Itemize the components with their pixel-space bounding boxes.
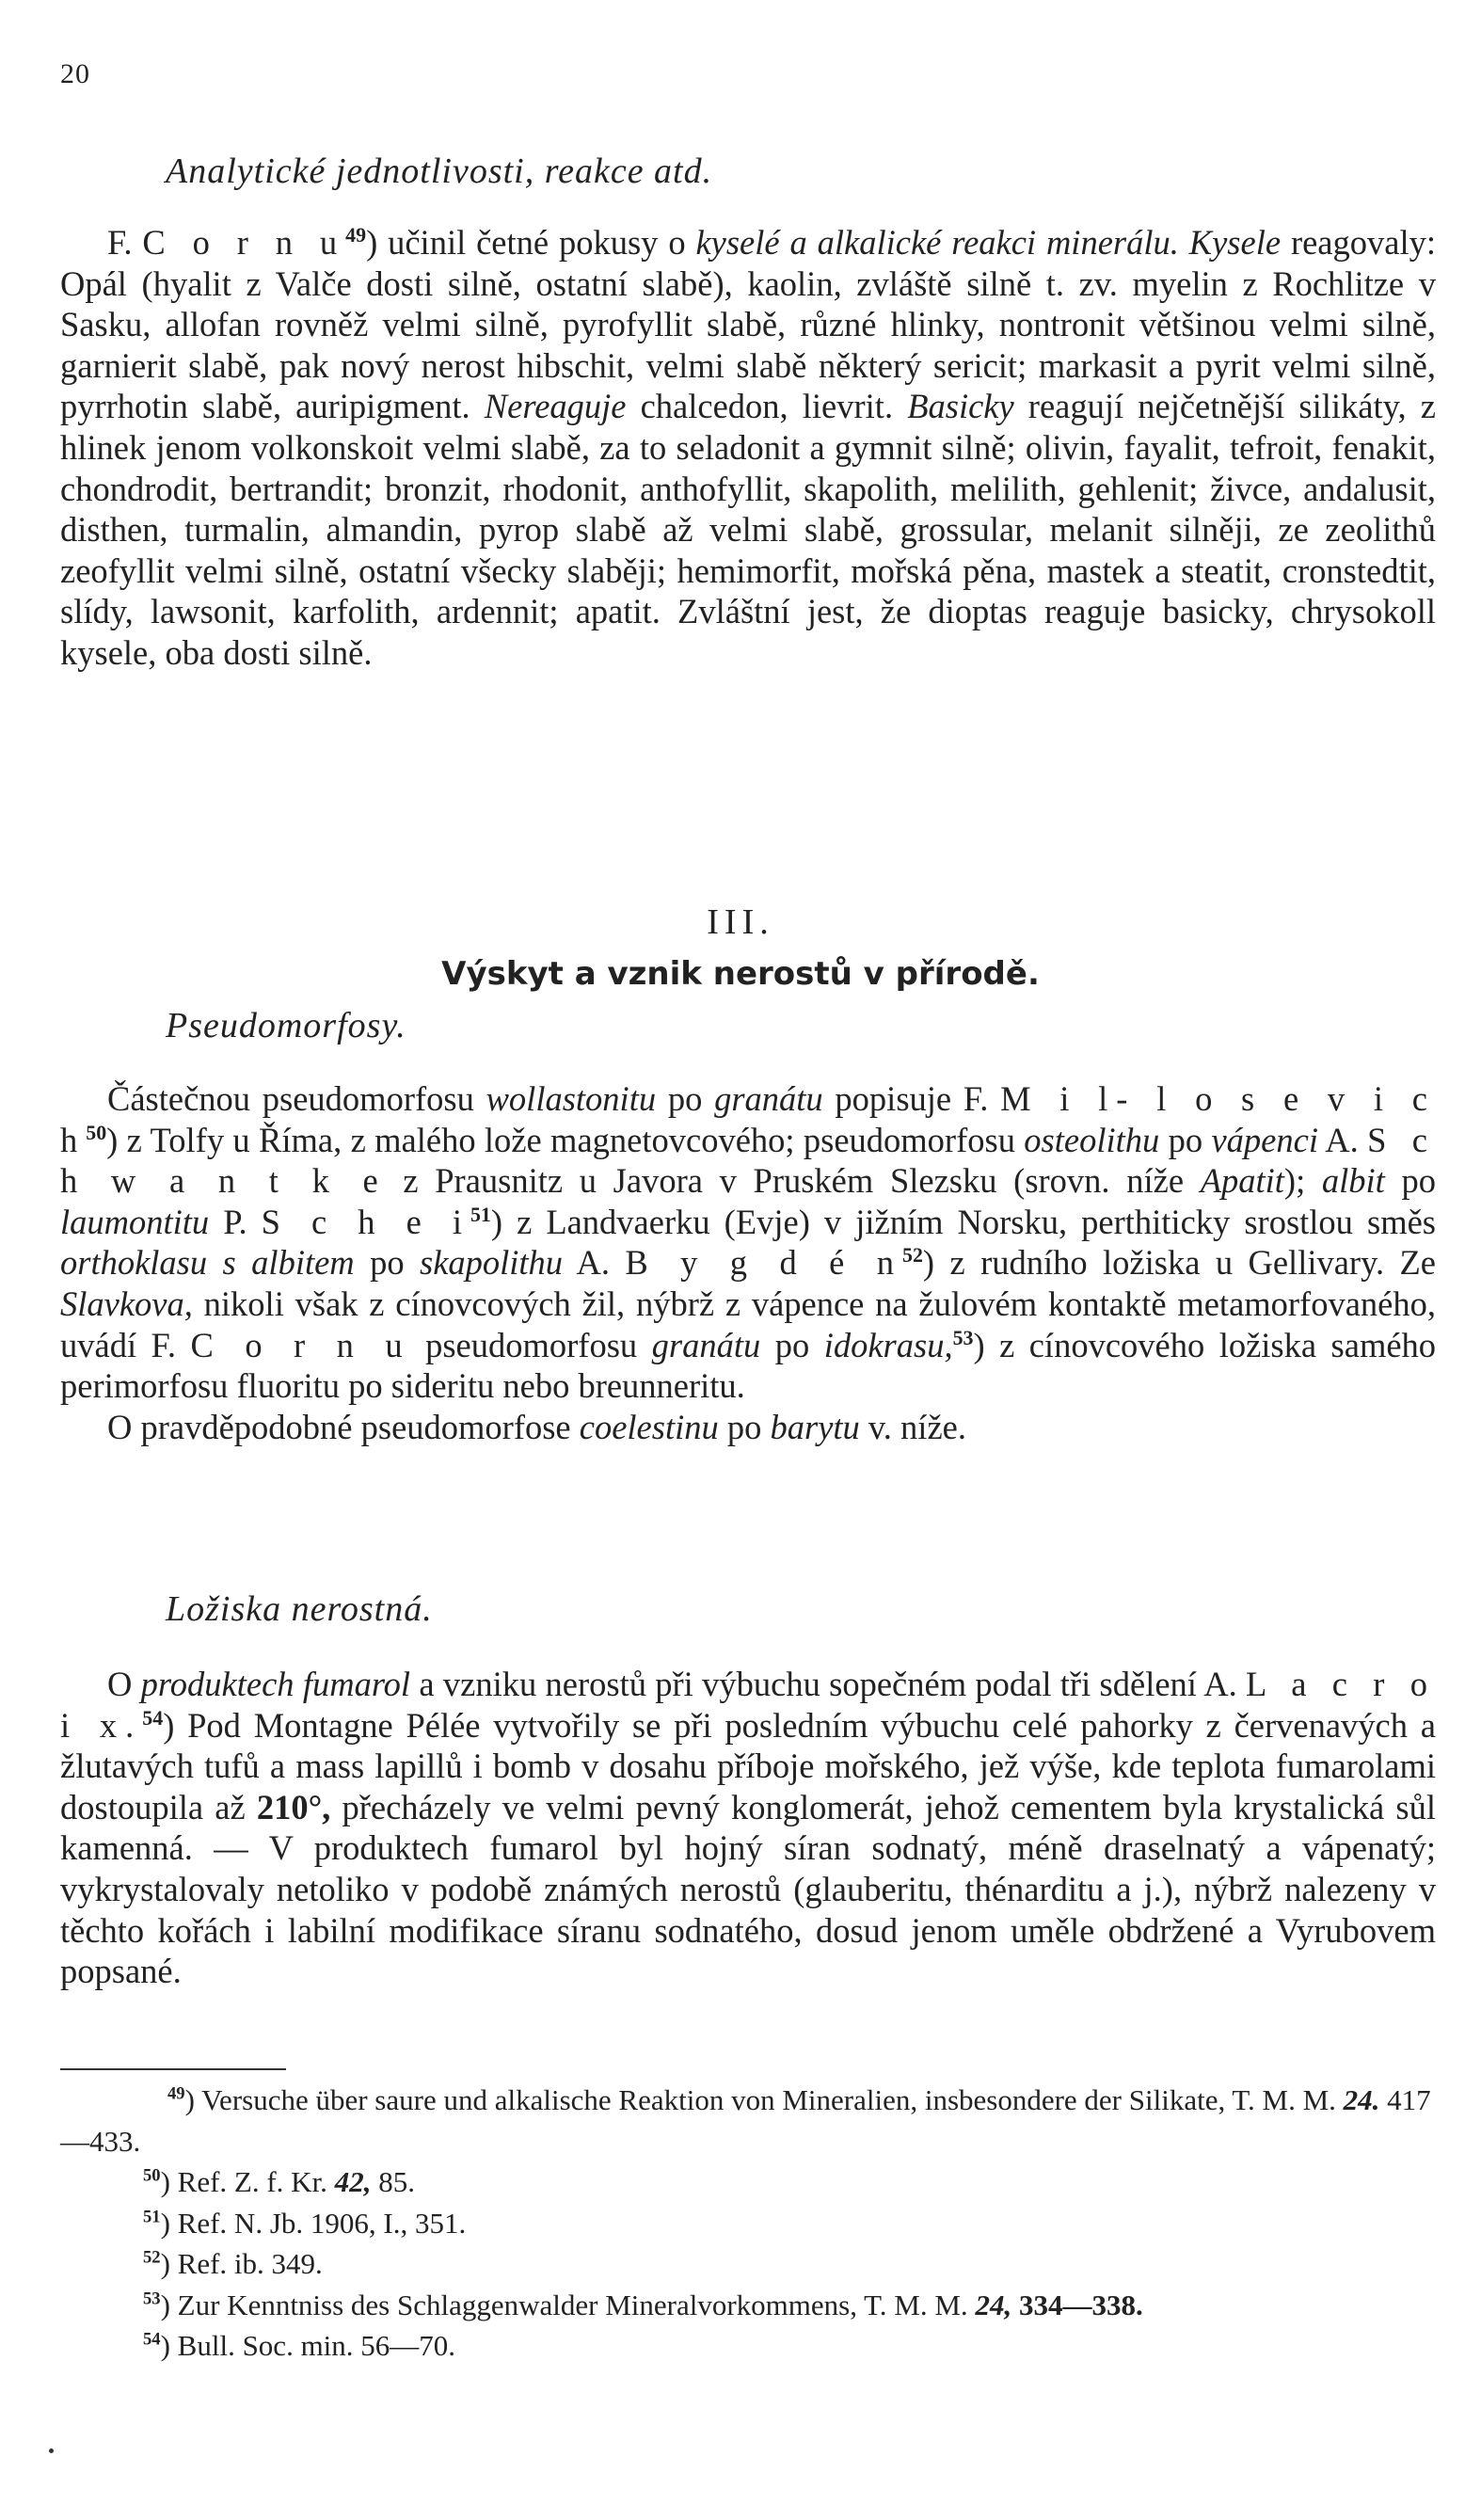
footnote-ref: 54 xyxy=(142,1705,164,1730)
text-run: a vzniku nerostů při výbuchu sopečném podal tři sdělení A. xyxy=(410,1665,1247,1703)
section-pseudomorphs-body xyxy=(60,1078,1436,1447)
footnote-number: 51 xyxy=(143,2207,161,2227)
paragraph-pseudomorphs xyxy=(60,1078,1436,1407)
subheading-pseudomorphs: Pseudomorfosy. xyxy=(166,1006,406,1045)
footnote-ref: 51 xyxy=(470,1202,491,1226)
emphasis: wollastonitu xyxy=(486,1079,657,1118)
author-name: S c h w a n t k e xyxy=(60,1120,1436,1201)
text-run: po xyxy=(1159,1120,1212,1159)
footnote-number: 54 xyxy=(143,2329,161,2350)
footnote-53 xyxy=(60,2285,1436,2326)
footnote-text: 417—433. xyxy=(60,2083,1431,2158)
emphasis: produktech fumarol xyxy=(140,1665,411,1703)
text-run: ) z cínovcového ložiska samého perimorfosu fluoritu po sideritu nebo breunneritu. xyxy=(60,1325,1437,1406)
scan-speck xyxy=(49,2448,54,2453)
footnote-text: ) Zur Kenntniss des Schlaggenwalder Mineralvorkommens, T. M. M. xyxy=(160,2288,976,2321)
emphasis: Kysele xyxy=(1188,223,1282,262)
text-run: nikoli však z cínovcových žil, nýbrž z vápence na žulovém kontaktě metamorfovaného, uvádí F. xyxy=(60,1284,1436,1364)
footnote-text: ) Bull. Soc. min. 56—70. xyxy=(160,2329,456,2362)
subheading-analytical: Analytické jednotlivosti, reakce atd. xyxy=(166,152,713,191)
emphasis: Nereaguje xyxy=(484,387,627,426)
author-name: C o r n u xyxy=(190,1325,411,1364)
footnote-text: ) Ref. ib. 349. xyxy=(160,2247,323,2280)
text-run: A. xyxy=(1317,1120,1368,1159)
footnote-49 xyxy=(60,2080,1436,2161)
footnote-ref: 50 xyxy=(86,1120,107,1144)
text-run: ) učinil četné pokusy o xyxy=(366,223,696,262)
emphasis: 24, xyxy=(975,2288,1012,2321)
text-run: O pravděpodobné pseudomorfose xyxy=(107,1407,580,1446)
emphasis: osteolithu xyxy=(1024,1120,1160,1159)
footnote-number: 50 xyxy=(143,2165,161,2186)
author-name: M i l- l o s e v i c h xyxy=(60,1079,1436,1159)
footnote-ref: 53 xyxy=(952,1325,974,1349)
author-name: B y g d é n xyxy=(625,1243,902,1283)
footnote-ref: 52 xyxy=(902,1243,923,1268)
footnote-text: ) Versuche über saure und alkalische Reaktion von Mineralien, insbesondere der Silikate, T. M. M. xyxy=(184,2083,1344,2116)
footnote-50 xyxy=(60,2161,1436,2203)
footnote-number: 53 xyxy=(143,2289,161,2309)
text-run: O xyxy=(107,1665,141,1703)
footnote-text: 85. xyxy=(371,2165,415,2198)
emphasis: idokrasu, xyxy=(823,1325,953,1364)
emphasis: vápenci xyxy=(1211,1120,1318,1159)
chapter-title: Výskyt a vznik nerostů v přírodě. xyxy=(441,955,1040,993)
section-analytical-body xyxy=(60,222,1436,674)
emphasis: Slavkova, xyxy=(60,1284,193,1323)
author-name: C o r n u xyxy=(142,223,346,262)
footnote-text: ) Ref. Z. f. Kr. xyxy=(160,2165,335,2198)
text-run: ) z rudního ložiska u Gellivary. Ze xyxy=(922,1243,1436,1283)
footnote-54 xyxy=(60,2325,1436,2367)
footnote-text: 334—338. xyxy=(1011,2288,1143,2321)
text-run: popisuje F. xyxy=(822,1079,1001,1118)
text-run: chalcedon, lievrit. xyxy=(626,387,908,426)
text-run: ) Pod Montagne Pélée vytvořily se při posledním výbuchu celé pahorky z červenavých a žlutavých tufů a mass lapillů i bomb v dosahu příboje mořského, jež výše, kde teplota fumarolami dostoupila až xyxy=(60,1705,1436,1826)
footnote-51 xyxy=(60,2203,1436,2244)
text-run: reagovaly: Opál (hyalit z Valče dosti silně, ostatní slabě), kaolin, zvláště silně t. zv. myelin z Rochlitze v Sasku, allofan rovněž velmi silně, pyrofyllit slabě, různé hlinky, nontronit většinou velmi silně, garnierit slabě, pak nový nerost hibschit, velmi slabě některý sericit; markasit a pyrit velmi silně, pyrrhotin slabě, auripigment. xyxy=(60,223,1436,426)
footnote-52 xyxy=(60,2243,1436,2285)
text-run: po xyxy=(760,1325,824,1364)
footnote-ref: 49 xyxy=(345,222,367,247)
text-run: pseudomorfosu xyxy=(410,1325,652,1364)
paragraph-fumaroles xyxy=(60,1664,1436,1992)
text-run: ) z Landvaerku (Evje) v jižním Norsku, perthiticky srostlou směs xyxy=(490,1202,1436,1241)
text-run: reagují nejčetnější silikáty, z hlinek jenom volkonskoit velmi slabě, za to seladonit a gymnit silně; olivin, fayalit, tefroit, fenakit, chondrodit, bertrandit; bronzit, rhodonit, anthofyllit, skapolith, melilith, gehlenit; živce, andalusit, disthen, turmalin, almandin, pyrop slabě až velmi slabě, grossular, melanit silněji, ze zeolithů zeofyllit velmi silně, ostatní všecky slaběji; hemimorfit, mořská pěna, mastek a steatit, cronstedtit, slídy, lawsonit, karfolith, ardennit; apatit. Zvláštní jest, že dioptas reaguje basicky, chrysokoll kysele, oba dosti silně. xyxy=(60,387,1436,672)
paragraph-coelestine xyxy=(60,1407,1436,1448)
text-run: v. níže. xyxy=(859,1407,966,1446)
emphasis: coelestinu xyxy=(579,1407,719,1446)
footnote-number: 49 xyxy=(167,2083,185,2104)
text-run: F. xyxy=(107,223,143,262)
emphasis: Apatit xyxy=(1200,1161,1284,1201)
text-run: A. xyxy=(563,1243,626,1283)
text-run xyxy=(1179,223,1189,262)
footnote-number: 52 xyxy=(143,2247,161,2268)
text-run: přecházely ve velmi pevný konglomerát, jehož cementem byla krystalická sůl kamenná. — V produktech fumarol byl hojný síran sodnatý, méně draselnatý a vápenatý; vykrystalovaly netoliko v podobě známých nerostů (glauberitu, thénarditu a j.), nýbrž nalezeny v těchto kořách i labilní modifikace síranu sodnatého, dosud jenom uměle obdržené a Vyrubovem popsané. xyxy=(60,1787,1437,1991)
emphasis: Basicky xyxy=(907,387,1014,426)
footnote-rule xyxy=(60,2068,286,2070)
text-run: ) z Tolfy u Říma, z malého lože magnetovcového; pseudomorfosu xyxy=(106,1120,1025,1159)
emphasis: 42, xyxy=(334,2165,372,2198)
emphasis: laumontitu xyxy=(60,1202,210,1241)
temperature-value: 210°, xyxy=(256,1787,331,1826)
text-run: Částečnou pseudomorfosu xyxy=(107,1079,486,1118)
emphasis: granátu xyxy=(651,1325,761,1364)
text-run: po xyxy=(354,1243,420,1283)
emphasis: skapolithu xyxy=(419,1243,564,1283)
paragraph-reactions xyxy=(60,222,1436,674)
footnotes xyxy=(60,2080,1436,2367)
text-run: po xyxy=(718,1407,771,1446)
section-deposits-body xyxy=(60,1664,1436,1992)
emphasis: granátu xyxy=(714,1079,823,1118)
chapter-number: III. xyxy=(707,902,774,942)
text-run: po xyxy=(1384,1161,1437,1201)
text-run: ); xyxy=(1283,1161,1322,1201)
subheading-deposits: Ložiska nerostná. xyxy=(166,1589,433,1629)
emphasis: kyselé a alkalické reakci minerálu. xyxy=(695,223,1179,262)
emphasis: barytu xyxy=(770,1407,860,1446)
text-run: P. xyxy=(209,1202,262,1241)
text-run: z Prausnitz u Javora v Pruském Slezsku (srovn. níže xyxy=(386,1161,1201,1201)
emphasis: orthoklasu s albitem xyxy=(60,1243,355,1283)
text-run: po xyxy=(656,1079,715,1118)
emphasis: 24. xyxy=(1343,2083,1380,2116)
footnote-text: ) Ref. N. Jb. 1906, I., 351. xyxy=(160,2206,467,2240)
emphasis: albit xyxy=(1321,1161,1385,1201)
author-name: L a c r o i x. xyxy=(60,1665,1436,1745)
page-number: 20 xyxy=(60,58,90,89)
author-name: S c h e i xyxy=(261,1202,470,1241)
